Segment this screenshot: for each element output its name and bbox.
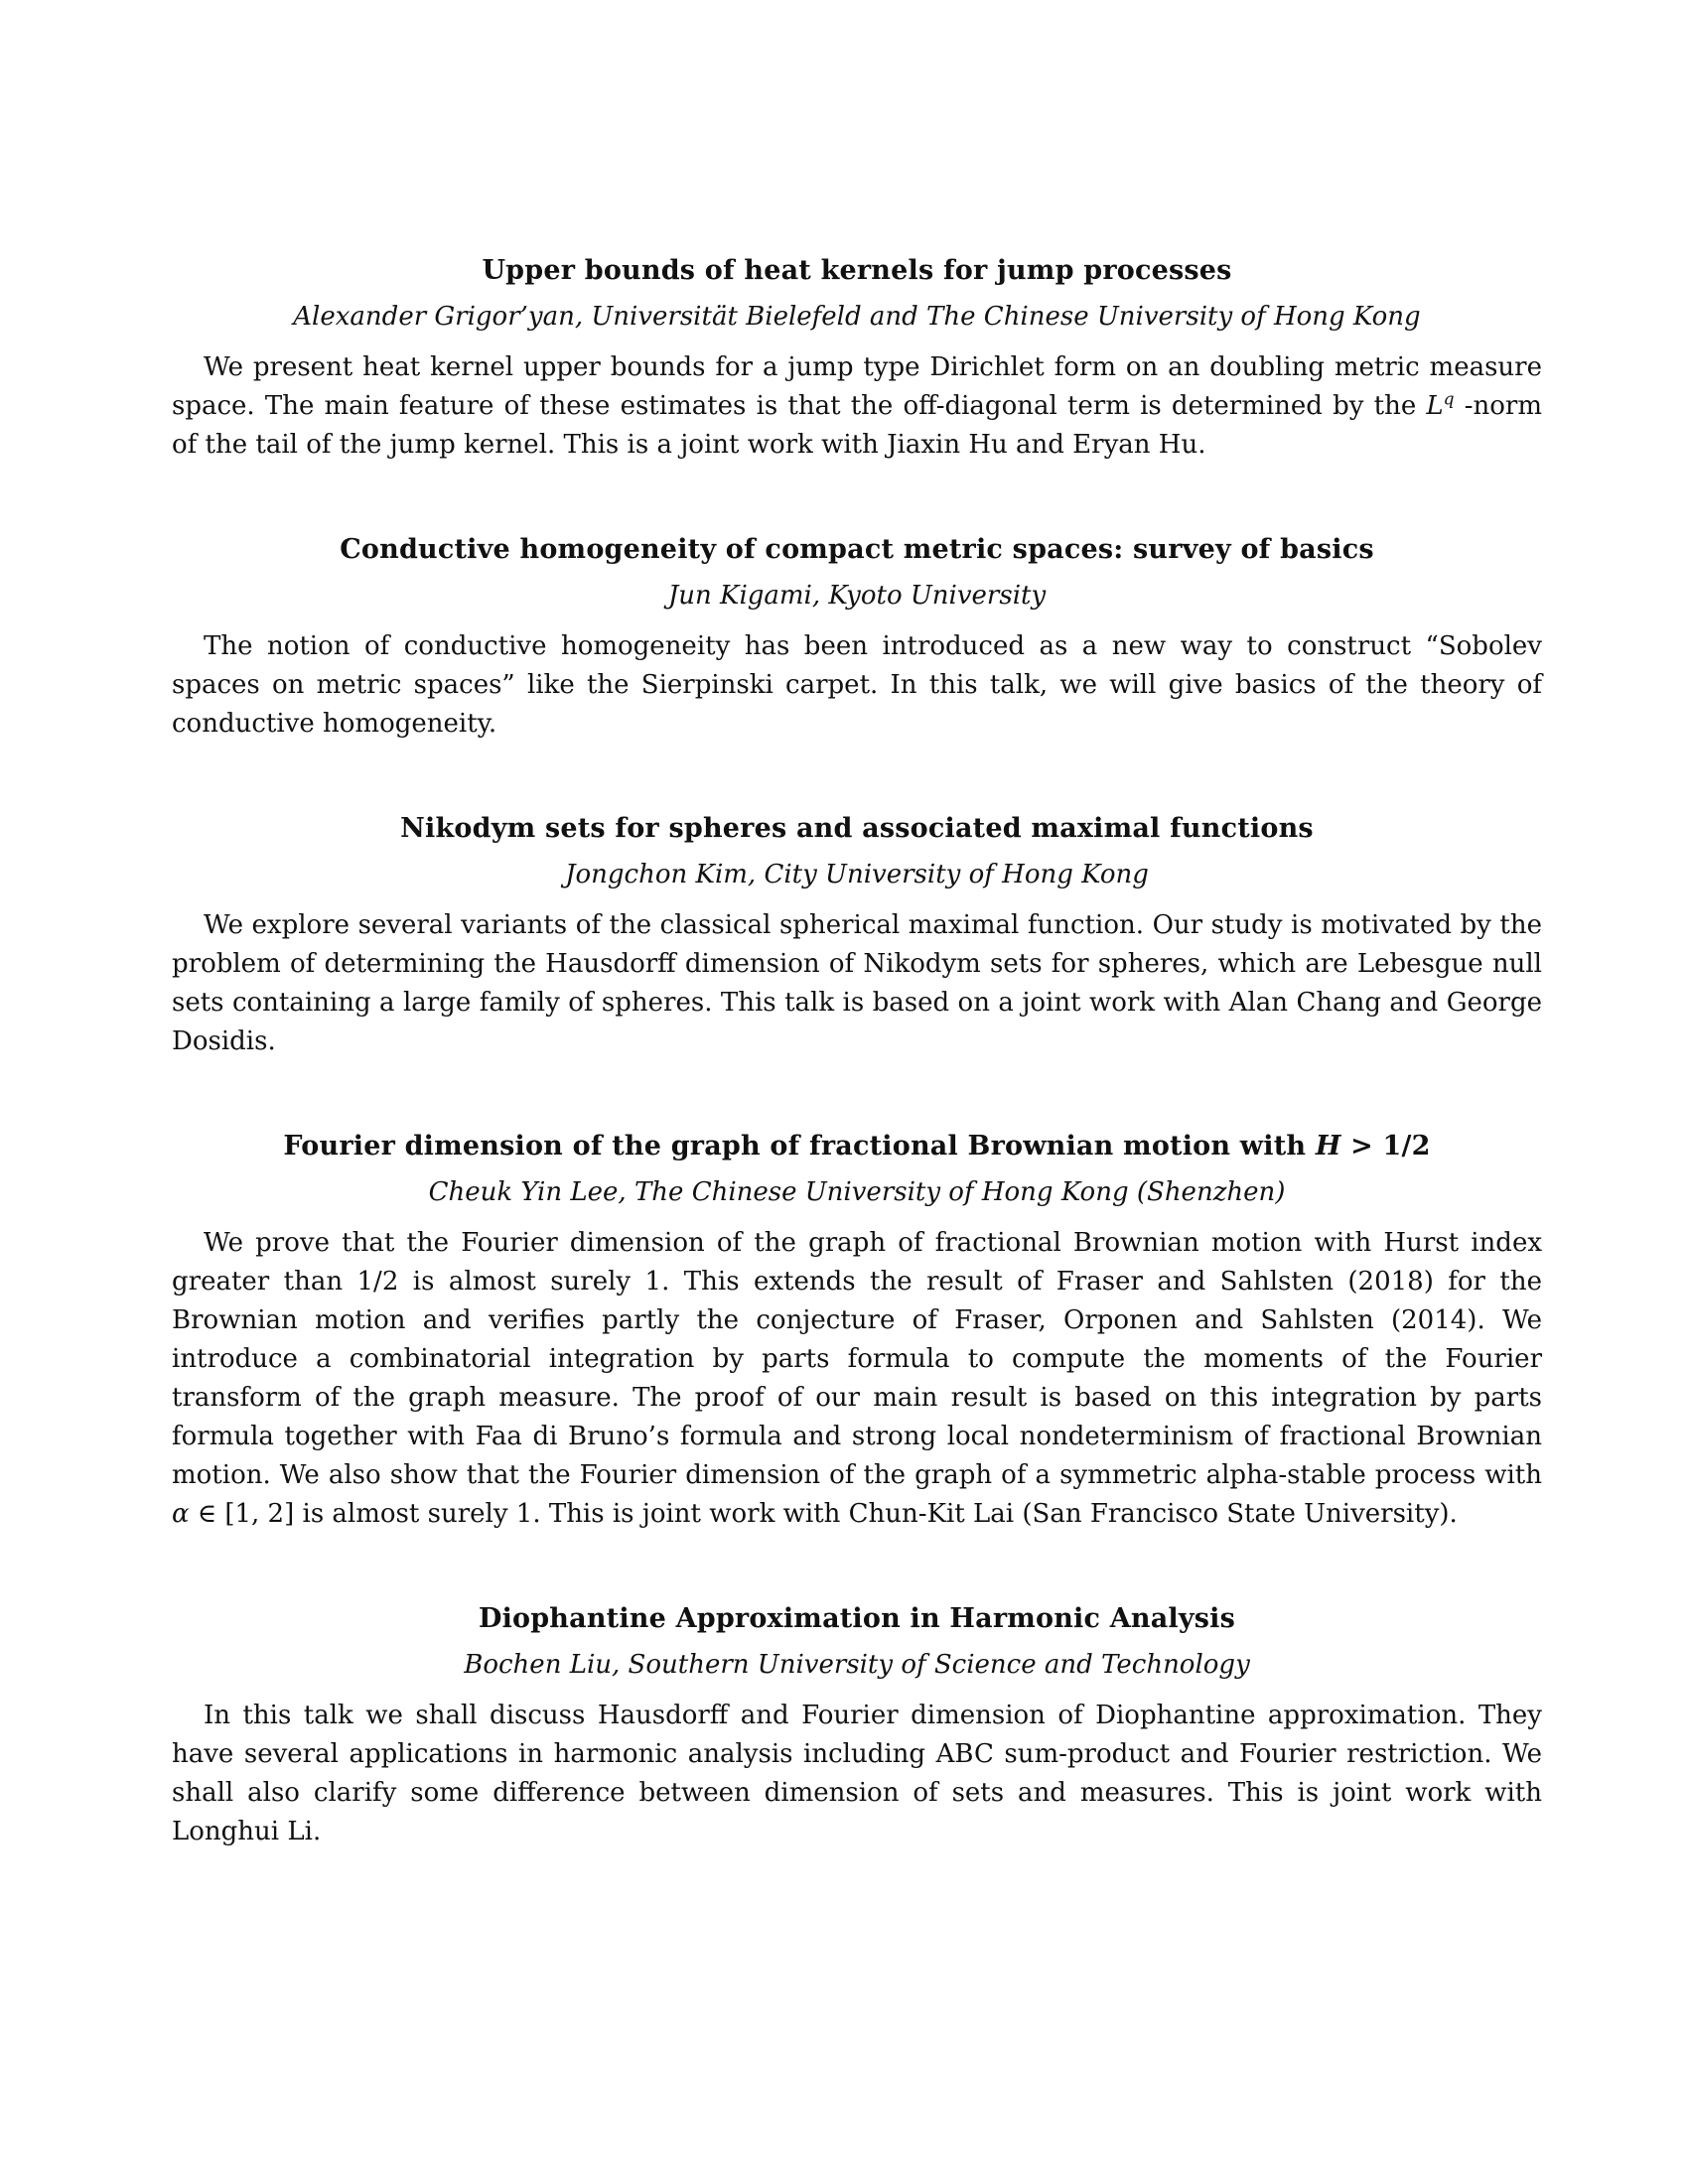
- math-symbol: L: [1426, 391, 1444, 421]
- title-text: > 1/2: [1340, 1131, 1431, 1161]
- talk-entry: [172, 1129, 1542, 1534]
- talk-entry: [172, 811, 1542, 1061]
- talk-abstract: [172, 348, 1542, 465]
- talk-entry: [172, 253, 1542, 465]
- talk-author: Alexander Grigor’yan, Universität Bielefeld and The Chinese University of Hong Kong: [293, 302, 1421, 332]
- math-superscript: q: [1443, 389, 1455, 410]
- talk-entry: [172, 532, 1542, 744]
- abstracts-page: [172, 253, 1542, 1919]
- abstract-text: ∈ [1, 2] is almost surely 1. This is joint work with Chun-Kit Lai (San Francisco State University).: [189, 1499, 1458, 1529]
- abstract-text: We present heat kernel upper bounds for a jump type Dirichlet form on an doubling metric measure space. The main feature of these estimates is that the off-diagonal term is determined by the: [172, 352, 1542, 421]
- talk-title: Diophantine Approximation in Harmonic Analysis: [478, 1603, 1236, 1634]
- math-symbol: H: [1315, 1131, 1341, 1161]
- talk-abstract: In this talk we shall discuss Hausdorff and Fourier dimension of Diophantine approximation. They have several applications in harmonic analysis including ABC sum-product and Fourier restriction. We shall also clarify some difference between dimension of sets and measures. This is joint work with Longhui Li.: [172, 1701, 1542, 1846]
- talk-author: Jun Kigami, Kyoto University: [667, 581, 1047, 611]
- talk-author: Jongchon Kim, City University of Hong Kong: [565, 860, 1149, 889]
- talk-abstract: The notion of conductive homogeneity has been introduced as a new way to construct “Sobolev spaces on metric spaces” like the Sierpinski carpet. In this talk, we will give basics of the theory of conductive homogeneity.: [172, 631, 1542, 739]
- math-symbol: α: [172, 1499, 190, 1529]
- talk-title: Conductive homogeneity of compact metric spaces: survey of basics: [340, 534, 1374, 565]
- talk-abstract: We explore several variants of the classical spherical maximal function. Our study is motivated by the problem of determining the Hausdorff dimension of Nikodym sets for spheres, which are Lebesgue null sets containing a large family of spheres. This talk is based on a joint work with Alan Chang and George Dosidis.: [172, 910, 1542, 1056]
- talk-abstract: [172, 1224, 1542, 1534]
- talk-author: Bochen Liu, Southern University of Science and Technology: [464, 1650, 1250, 1680]
- abstract-text: We prove that the Fourier dimension of the graph of fractional Brownian motion with Hurst index greater than 1/2 is almost surely 1. This extends the result of Fraser and Sahlsten (2018) for the Brownian motion and verifies partly the conjecture of Fraser, Orponen and Sahlsten (2014). We introduce a combinatorial integration by parts formula to compute the moments of the Fourier transform of the graph measure. The proof of our main result is based on this integration by parts formula together with Faa di Bruno’s formula and strong local nondeterminism of fractional Brownian motion. We also show that the Fourier dimension of the graph of a symmetric alpha-stable process with: [172, 1228, 1542, 1490]
- talk-title: Nikodym sets for spheres and associated maximal functions: [400, 813, 1314, 844]
- talk-title: [172, 1129, 1542, 1164]
- talk-entry: [172, 1601, 1542, 1851]
- talk-title: Upper bounds of heat kernels for jump processes: [482, 255, 1232, 286]
- abstract-text: -norm of the tail of the jump kernel. This is a joint work with Jiaxin Hu and Eryan Hu.: [172, 391, 1543, 460]
- talk-author: Cheuk Yin Lee, The Chinese University of Hong Kong (Shenzhen): [428, 1177, 1286, 1207]
- title-text: Fourier dimension of the graph of fractional Brownian motion with: [283, 1131, 1316, 1161]
